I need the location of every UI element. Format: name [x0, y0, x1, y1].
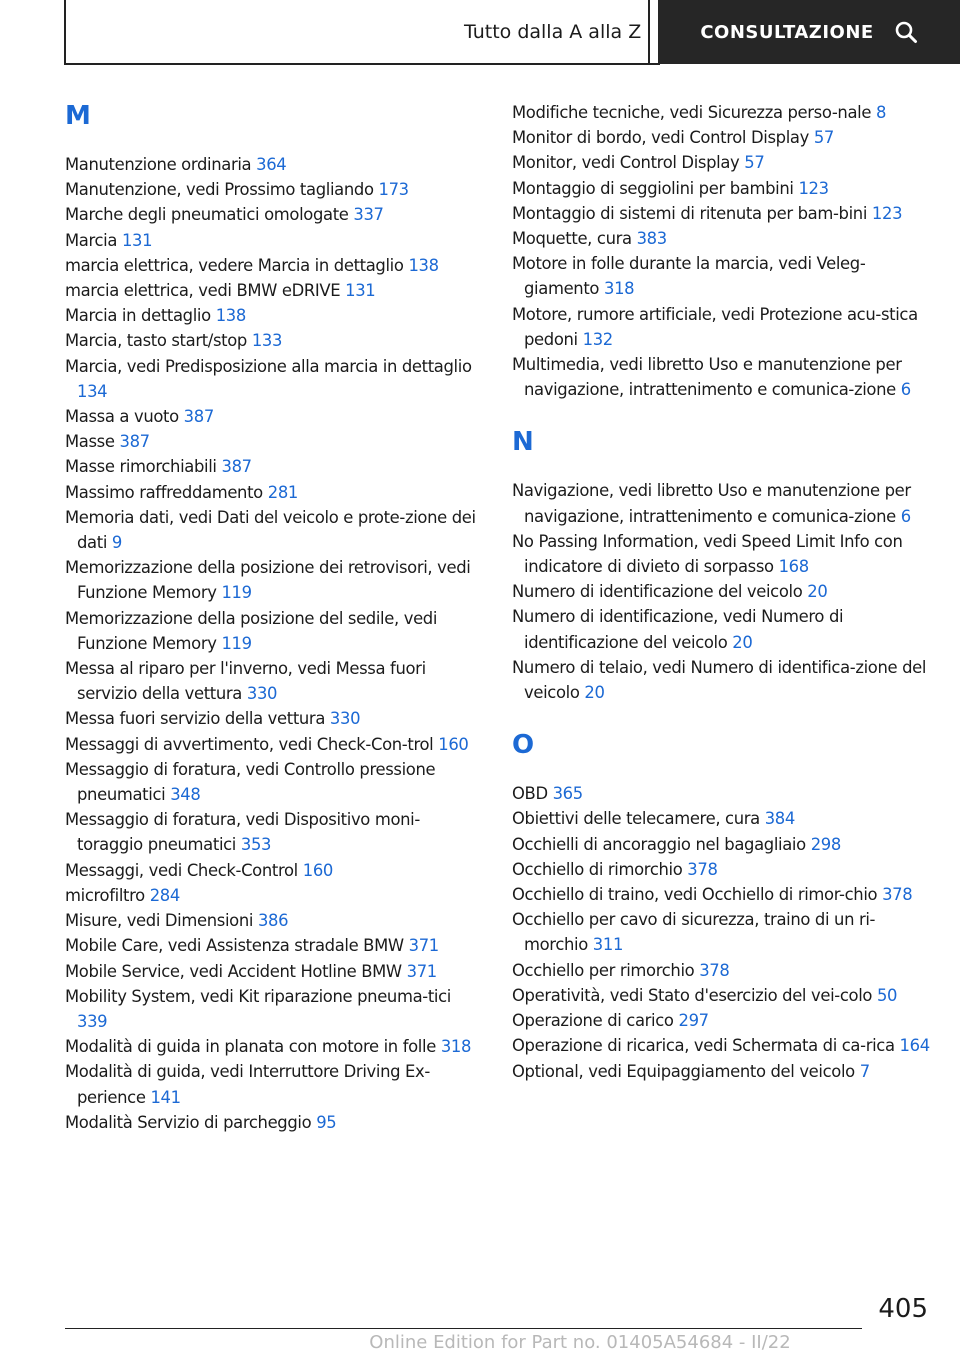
index-entry-text: Modalità di guida, vedi Interruttore Driving Ex-perience: [65, 1062, 430, 1107]
index-page-link[interactable]: 365: [552, 784, 583, 804]
index-page-link[interactable]: 383: [636, 229, 667, 249]
index-entry: [512, 781, 930, 806]
header-divider-left: [64, 0, 66, 64]
index-letter-heading: N: [512, 427, 534, 458]
index-entry-text: marcia elettrica, vedi BMW eDRIVE: [65, 281, 341, 301]
index-page-link[interactable]: 134: [77, 381, 108, 401]
index-entry-text: Operazione di carico: [512, 1011, 674, 1031]
index-page-link[interactable]: 371: [406, 961, 437, 981]
index-entry: [65, 883, 483, 908]
index-page-link[interactable]: 281: [267, 482, 298, 502]
index-page-link[interactable]: 371: [408, 936, 439, 956]
index-page-link[interactable]: 50: [876, 985, 898, 1005]
section-title: Tutto dalla A alla Z: [464, 21, 642, 43]
index-entry: [512, 832, 930, 857]
index-entry-text: Massa a vuoto: [65, 407, 179, 427]
index-entry: [512, 302, 930, 352]
index-page-link[interactable]: 330: [329, 709, 361, 729]
index-entry: [512, 1059, 930, 1084]
index-page-link[interactable]: 353: [240, 835, 272, 855]
index-entry: [65, 858, 483, 883]
index-entry-text: Messaggi di avvertimento, vedi Check-Con-trol: [65, 734, 434, 754]
index-entry: [65, 933, 483, 958]
index-page-link[interactable]: 378: [687, 859, 718, 879]
index-entry-text: Mobile Service, vedi Accident Hotline BMW: [65, 961, 402, 981]
index-entry-text: marcia elettrica, vedere Marcia in dettaglio: [65, 255, 404, 275]
index-entry: [512, 176, 930, 201]
index-page-link[interactable]: 318: [603, 279, 635, 299]
index-page-link[interactable]: 160: [438, 734, 469, 754]
index-entry-text: Marcia in dettaglio: [65, 306, 211, 326]
index-page-link[interactable]: 138: [408, 255, 439, 275]
index-page-link[interactable]: 330: [246, 684, 278, 704]
index-page-link[interactable]: 364: [256, 155, 287, 174]
index-entry: [512, 983, 930, 1008]
index-page-link[interactable]: 123: [798, 178, 829, 198]
index-entry: [512, 529, 930, 579]
index-page-link[interactable]: 119: [221, 583, 252, 603]
index-entry-text: Monitor, vedi Control Display: [512, 153, 740, 173]
index-page-link[interactable]: 387: [119, 432, 150, 452]
index-entry: [512, 251, 930, 301]
index-entry: [512, 882, 930, 907]
edition-text: Online Edition for Part no. 01405A54684 - II/22: [369, 1332, 791, 1353]
index-entry: [65, 253, 483, 278]
index-page-link[interactable]: 6: [900, 380, 911, 400]
index-page-link[interactable]: 6: [900, 506, 911, 526]
index-entry: [65, 152, 483, 177]
index-entry-text: Occhiello di traino, vedi Occhiello di rimor-chio: [512, 885, 878, 905]
index-entry: [65, 757, 483, 807]
index-entry-text: Mobile Care, vedi Assistenza stradale BMW: [65, 936, 404, 956]
index-entry-text: Messaggi, vedi Check-Control: [65, 860, 298, 880]
index-entry: [512, 857, 930, 882]
index-entry: [512, 806, 930, 831]
index-entry: [512, 1008, 930, 1033]
index-entry: [65, 1110, 483, 1135]
index-entry-text: Modifiche tecniche, vedi Sicurezza perso-nale: [512, 103, 872, 122]
index-page-link[interactable]: 95: [316, 1112, 337, 1132]
index-entry: [65, 177, 483, 202]
index-entry: [512, 100, 930, 125]
index-page-link[interactable]: 311: [592, 935, 624, 955]
index-entry: [65, 706, 483, 731]
index-entry: [65, 454, 483, 479]
index-entry-text: Marcia, vedi Predisposizione alla marcia in dettaglio: [65, 356, 472, 376]
index-entry: [512, 907, 930, 957]
index-page-link[interactable]: 297: [678, 1011, 709, 1031]
index-entry-text: Memorizzazione della posizione dei retrovisori, vedi Funzione Memory: [65, 558, 471, 603]
index-page-link[interactable]: 168: [778, 557, 809, 577]
index-entry: [65, 656, 483, 706]
section-title-tab[interactable]: [464, 0, 641, 64]
index-entry: [65, 1059, 483, 1109]
search-icon[interactable]: [894, 20, 918, 44]
index-entry: [512, 201, 930, 226]
index-page-link[interactable]: 386: [257, 911, 289, 931]
index-entry: [512, 958, 930, 983]
index-entry: [65, 354, 483, 404]
index-entry-text: Messa fuori servizio della vettura: [65, 709, 326, 729]
index-letter-heading: M: [65, 101, 91, 131]
index-entry: [512, 1033, 930, 1058]
index-entry-text: Messaggio di foratura, vedi Dispositivo moni-toraggio pneumatici: [65, 810, 420, 855]
index-page-link[interactable]: 141: [150, 1087, 181, 1107]
index-entry: [512, 655, 930, 705]
index-entry-text: Massimo raffreddamento: [65, 482, 263, 502]
index-page-link[interactable]: 384: [764, 809, 795, 829]
index-entry-text: Occhielli di ancoraggio nel bagagliaio: [512, 834, 806, 854]
page-number: 405: [878, 1294, 928, 1324]
index-entry: [65, 278, 483, 303]
index-entry-text: Moquette, cura: [512, 229, 632, 249]
index-entry-text: Occhiello per cavo di sicurezza, traino di un ri-morchio: [512, 910, 876, 955]
index-page-link[interactable]: 20: [732, 632, 753, 652]
index-page-link[interactable]: 160: [302, 860, 333, 880]
index-entry-text: Memoria dati, vedi Dati del veicolo e prote-zione dei dati: [65, 507, 476, 553]
index-entry: [65, 555, 483, 605]
index-page-link[interactable]: 8: [875, 103, 887, 122]
index-entry-text: Multimedia, vedi libretto Uso e manutenzione per navigazione, intrattenimento e comunica-zione: [512, 355, 902, 400]
index-page-link[interactable]: 284: [149, 885, 180, 905]
index-entry-text: Montaggio di sistemi di ritenuta per bam-bini: [512, 203, 868, 223]
index-page-link[interactable]: 9: [111, 533, 122, 553]
index-entry: [512, 604, 930, 654]
index-page-link[interactable]: 20: [584, 683, 605, 703]
index-entry: [65, 480, 483, 505]
index-entry: [65, 429, 483, 454]
index-entry: [65, 807, 483, 857]
index-entry-text: No Passing Information, vedi Speed Limit Info con indicatore di divieto di sorpasso: [512, 531, 903, 577]
index-entry-text: Masse: [65, 432, 115, 452]
index-entry-text: Monitor di bordo, vedi Control Display: [512, 128, 809, 148]
index-entry: [65, 959, 483, 984]
index-entry-text: Navigazione, vedi libretto Uso e manutenzione per navigazione, intrattenimento e comunica-zione: [512, 481, 911, 526]
index-entry: [512, 125, 930, 150]
index-entry-text: Numero di telaio, vedi Numero di identifica-zione del veicolo: [512, 657, 927, 703]
index-entry-text: Operazione di ricarica, vedi Schermata di ca-rica: [512, 1036, 895, 1056]
index-page-link[interactable]: 387: [221, 457, 252, 477]
index-entry-text: Marcia, tasto start/stop: [65, 331, 247, 351]
index-entry: [65, 303, 483, 328]
index-entry-text: Motore, rumore artificiale, vedi Protezione acu-stica pedoni: [512, 304, 918, 349]
index-entry-text: Mobility System, vedi Kit riparazione pneuma-tici: [65, 986, 451, 1006]
index-entry: [512, 579, 930, 604]
index-entry: [65, 606, 483, 656]
index-page-link[interactable]: 119: [221, 633, 252, 653]
index-entry: [65, 328, 483, 353]
index-page-link[interactable]: 57: [744, 153, 765, 173]
index-entry-text: microfiltro: [65, 885, 145, 905]
index-entry-text: Motore in folle durante la marcia, vedi Veleg-giamento: [512, 254, 866, 299]
index-entry: [65, 908, 483, 933]
index-entry-text: Numero di identificazione del veicolo: [512, 582, 803, 602]
index-page-link[interactable]: 387: [183, 407, 214, 427]
index-entry: [512, 352, 930, 402]
index-entry: [65, 1034, 483, 1059]
consultazione-tab[interactable]: [658, 0, 960, 64]
index-entry-text: Modalità Servizio di parcheggio: [65, 1112, 312, 1132]
index-entry: [512, 150, 930, 175]
index-page-link[interactable]: 57: [813, 128, 834, 148]
index-entry-text: Obiettivi delle telecamere, cura: [512, 809, 760, 829]
index-entry: [65, 404, 483, 429]
index-page-link[interactable]: 339: [77, 1011, 108, 1031]
index-page-link[interactable]: 131: [121, 230, 153, 250]
index-page-link[interactable]: 298: [810, 834, 841, 854]
index-page-link[interactable]: 318: [440, 1037, 472, 1057]
index-column-right: [512, 100, 930, 1084]
index-letter-heading: O: [512, 730, 535, 761]
footer-divider: [65, 1328, 862, 1329]
index-entry: [65, 505, 483, 555]
index-entry-text: Messaggio di foratura, vedi Controllo pressione pneumatici: [65, 759, 436, 805]
index-entry-text: Memorizzazione della posizione del sedile, vedi Funzione Memory: [65, 608, 438, 653]
index-entry-text: Occhiello di rimorchio: [512, 859, 683, 879]
index-entry-text: OBD: [512, 784, 548, 804]
index-entry: [512, 226, 930, 251]
index-entry-text: Numero di identificazione, vedi Numero di identificazione del veicolo: [512, 607, 844, 652]
index-page-link[interactable]: 173: [378, 180, 409, 200]
index-entry-text: Modalità di guida in planata con motore in folle: [65, 1037, 436, 1057]
index-entry-text: Marche degli pneumatici omologate: [65, 205, 349, 225]
index-entry: [512, 478, 930, 528]
index-entry-text: Occhiello per rimorchio: [512, 960, 695, 980]
index-page-link[interactable]: 164: [899, 1036, 930, 1056]
index-page-link[interactable]: 123: [871, 203, 903, 223]
index-entry-text: Marcia: [65, 230, 118, 250]
index-page-link[interactable]: 20: [807, 582, 828, 602]
index-page-link[interactable]: 133: [251, 331, 283, 351]
index-entry: [65, 984, 483, 1034]
index-entry: [65, 732, 483, 757]
index-entry-text: Manutenzione ordinaria: [65, 155, 252, 174]
index-page-link[interactable]: 132: [582, 329, 613, 349]
index-page-link[interactable]: 138: [215, 306, 246, 326]
index-entry-text: Optional, vedi Equipaggiamento del veicolo: [512, 1061, 855, 1081]
index-page-link[interactable]: 7: [859, 1061, 870, 1081]
index-entry: [65, 202, 483, 227]
header-divider-right: [648, 0, 650, 64]
index-entry-text: Montaggio di seggiolini per bambini: [512, 178, 794, 198]
index-page-link[interactable]: 378: [699, 960, 730, 980]
index-entry-text: Masse rimorchiabili: [65, 457, 217, 477]
consultazione-label: CONSULTAZIONE: [700, 21, 874, 43]
index-entry-text: Misure, vedi Dimensioni: [65, 911, 254, 931]
index-entry-text: Manutenzione, vedi Prossimo tagliando: [65, 180, 374, 200]
index-page-link[interactable]: 337: [353, 205, 384, 225]
index-page-link[interactable]: 348: [170, 785, 201, 805]
index-entry: [65, 228, 483, 253]
index-page-link[interactable]: 378: [882, 885, 913, 905]
index-entry-text: Operatività, vedi Stato d'esercizio del vei-colo: [512, 985, 873, 1005]
index-entry-text: Messa al riparo per l'inverno, vedi Messa fuori servizio della vettura: [65, 659, 426, 704]
index-column-left: [65, 96, 483, 1135]
index-page-link[interactable]: 131: [345, 281, 376, 301]
